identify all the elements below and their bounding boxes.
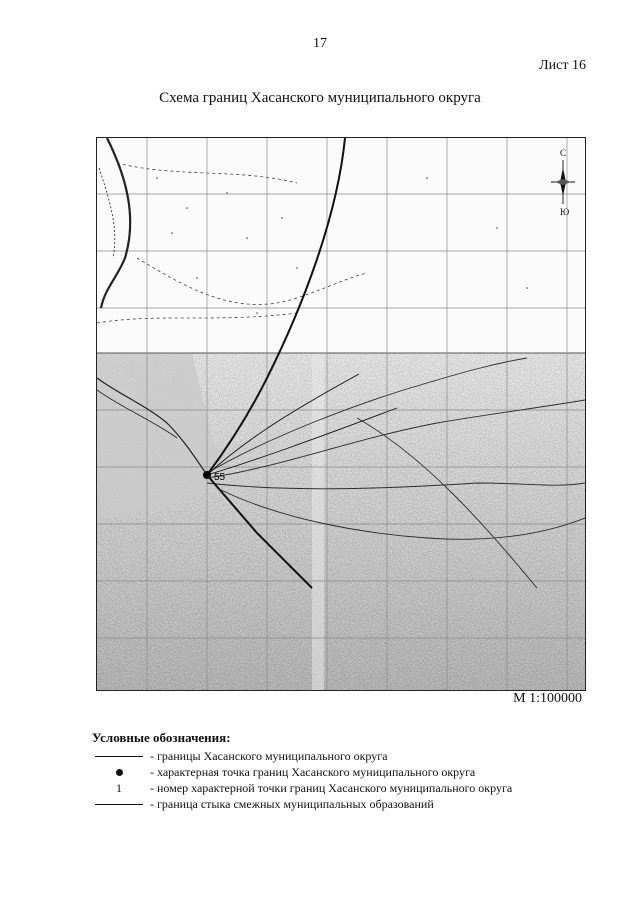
- legend-item: [92, 748, 592, 764]
- legend-item-text: - характерная точка границ Хасанского муниципального округа: [150, 764, 476, 779]
- boundary-point-number: 55: [214, 472, 226, 483]
- legend-item-text: - номер характерной точки границ Хасанского муниципального округа: [150, 780, 513, 795]
- sheet-label: Лист 16: [539, 58, 586, 73]
- legend-point-number-symbol: 1: [116, 780, 122, 795]
- compass-north-label: С: [560, 148, 567, 158]
- page-title: Схема границ Хасанского муниципального округа: [159, 90, 481, 106]
- legend-item: [92, 796, 592, 812]
- map-scale: М 1:100000: [513, 691, 582, 706]
- legend: [92, 730, 592, 812]
- legend-item: [92, 780, 592, 796]
- page-number: 17: [313, 36, 327, 51]
- legend-point-dot-symbol: [92, 769, 146, 776]
- map-frame: [96, 137, 586, 691]
- legend-boundary-line-symbol: [92, 756, 146, 757]
- legend-adjacent-boundary-symbol: [92, 804, 146, 805]
- legend-item: [92, 764, 592, 780]
- legend-item-text: - граница стыка смежных муниципальных образований: [150, 796, 434, 811]
- legend-item-text: - границы Хасанского муниципального округа: [150, 748, 388, 763]
- map-image: [97, 138, 585, 690]
- boundary-point-dot: [203, 471, 211, 479]
- legend-title: Условные обозначения:: [92, 730, 231, 745]
- compass-south-label: Ю: [560, 207, 570, 217]
